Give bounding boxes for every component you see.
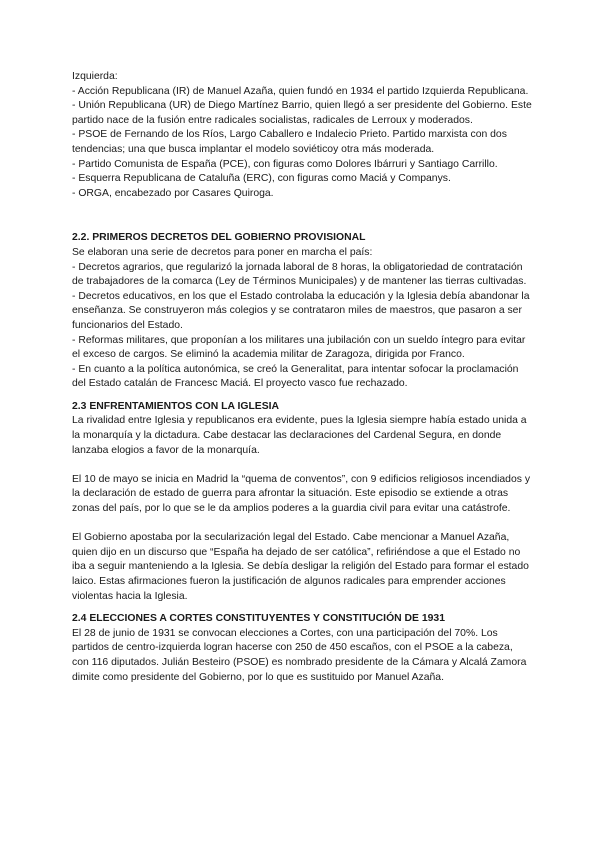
party-item-orga: - ORGA, encabezado por Casares Quiroga. <box>72 187 274 199</box>
party-item-ir: - Acción Republicana (IR) de Manuel Azaña, quien fundó en 1934 el partido Izquierda Republicana. <box>72 85 529 97</box>
decree-item-agrarian: - Decretos agrarios, que regularizó la jornada laboral de 8 horas, la obligatoriedad de contratación de trabajadores de la comarca (Ley de Términos Municipales) y de mantener las tierras cultivadas. <box>72 261 527 288</box>
section-heading-2-2: 2.2. PRIMEROS DECRETOS DEL GOBIERNO PROVISIONAL <box>72 232 366 244</box>
spacer <box>72 458 532 473</box>
party-item-erc: - Esquerra Republicana de Cataluña (ERC), con figuras como Maciá y Companys. <box>72 173 451 185</box>
section-2-2-intro: Se elaboran una serie de decretos para poner en marcha el país: <box>72 246 373 258</box>
party-item-ur: - Unión Republicana (UR) de Diego Martínez Barrio, quien llegó a ser presidente del Gobierno. Este partido nace de la fusión entre radicales socialistas, radicales de Lerroux y moderados. <box>72 100 532 126</box>
section-2-3-paragraph: El Gobierno apostaba por la secularización legal del Estado. Cabe mencionar a Manuel Azaña, quien dijo en un discurso que “España ha dejado de ser católica”, refiriéndose a que el Estado no iba a seguir manteniendo a la Iglesia. Se debía desligar la religión del Estado para formar el estado laico. Estas afirmaciones fueron la justificación de algunos radicales para emprender acciones violentas hacia la Iglesia. <box>72 532 529 602</box>
decree-item-autonomy: - En cuanto a la política autonómica, se creó la Generalitat, para intentar sofocar la proclamación del Estado catalán de Francesc Maciá. El proyecto vasco fue rechazado. <box>72 363 519 390</box>
decree-item-education: - Decretos educativos, en los que el Estado controlaba la educación y la Iglesia debía abandonar la enseñanza. Se construyeron más colegios y se contrataron miles de maestros, que pasaron a ser funcionarios del Estado. <box>72 290 530 331</box>
section-heading-2-4: 2.4 ELECCIONES A CORTES CONSTITUYENTES Y CONSTITUCIÓN DE 1931 <box>72 613 445 625</box>
spacer <box>72 201 532 231</box>
decree-item-military: - Reformas militares, que proponían a los militares una jubilación con un sueldo íntegro para evitar el exceso de cargos. Se eliminó la academia militar de Zaragoza, dirigida por Franco. <box>72 334 526 361</box>
section-2-3-paragraph: La rivalidad entre Iglesia y republicanos era evidente, pues la Iglesia siempre había estado unida a la monarquía y la dictadura. Cabe destacar las declaraciones del Cardenal Segura, en donde lanzaba elogios a favor de la monarquía. <box>72 415 527 456</box>
spacer <box>72 517 532 532</box>
spacer <box>72 392 532 400</box>
section-2-4-paragraph: El 28 de junio de 1931 se convocan elecciones a Cortes, con una participación del 70%. Los partidos de centro-izquierda logran hacerse con 250 de 450 escaños, con el PSOE a la cabeza, con 116 diputados. Julián Besteiro (PSOE) es nombrado presidente de la Cámara y Alcalá Zamora dimite como presidente del Gobierno, por lo que es sustituido por Manuel Azaña. <box>72 627 527 683</box>
section-heading-2-3: 2.3 ENFRENTAMIENTOS CON LA IGLESIA <box>72 400 280 412</box>
document-page <box>72 70 532 685</box>
spacer <box>72 604 532 612</box>
party-item-psoe: - PSOE de Fernando de los Ríos, Largo Caballero e Indalecio Prieto. Partido marxista con dos tendencias; una que busca implantar el modelo soviéticoy otra más moderada. <box>72 129 507 155</box>
party-item-pce: - Partido Comunista de España (PCE), con figuras como Dolores Ibárruri y Santiago Carrillo. <box>72 158 498 170</box>
intro-label: Izquierda: <box>72 71 118 82</box>
section-2-3-paragraph: El 10 de mayo se inicia en Madrid la “quema de conventos”, con 9 edificios religiosos incendiados y la declaración de estado de guerra para afrontar la situación. Este episodio se extiende a otras zonas del país, por lo que se le da amplios poderes a la guardia civil para evitar una catástrofe. <box>72 473 531 515</box>
